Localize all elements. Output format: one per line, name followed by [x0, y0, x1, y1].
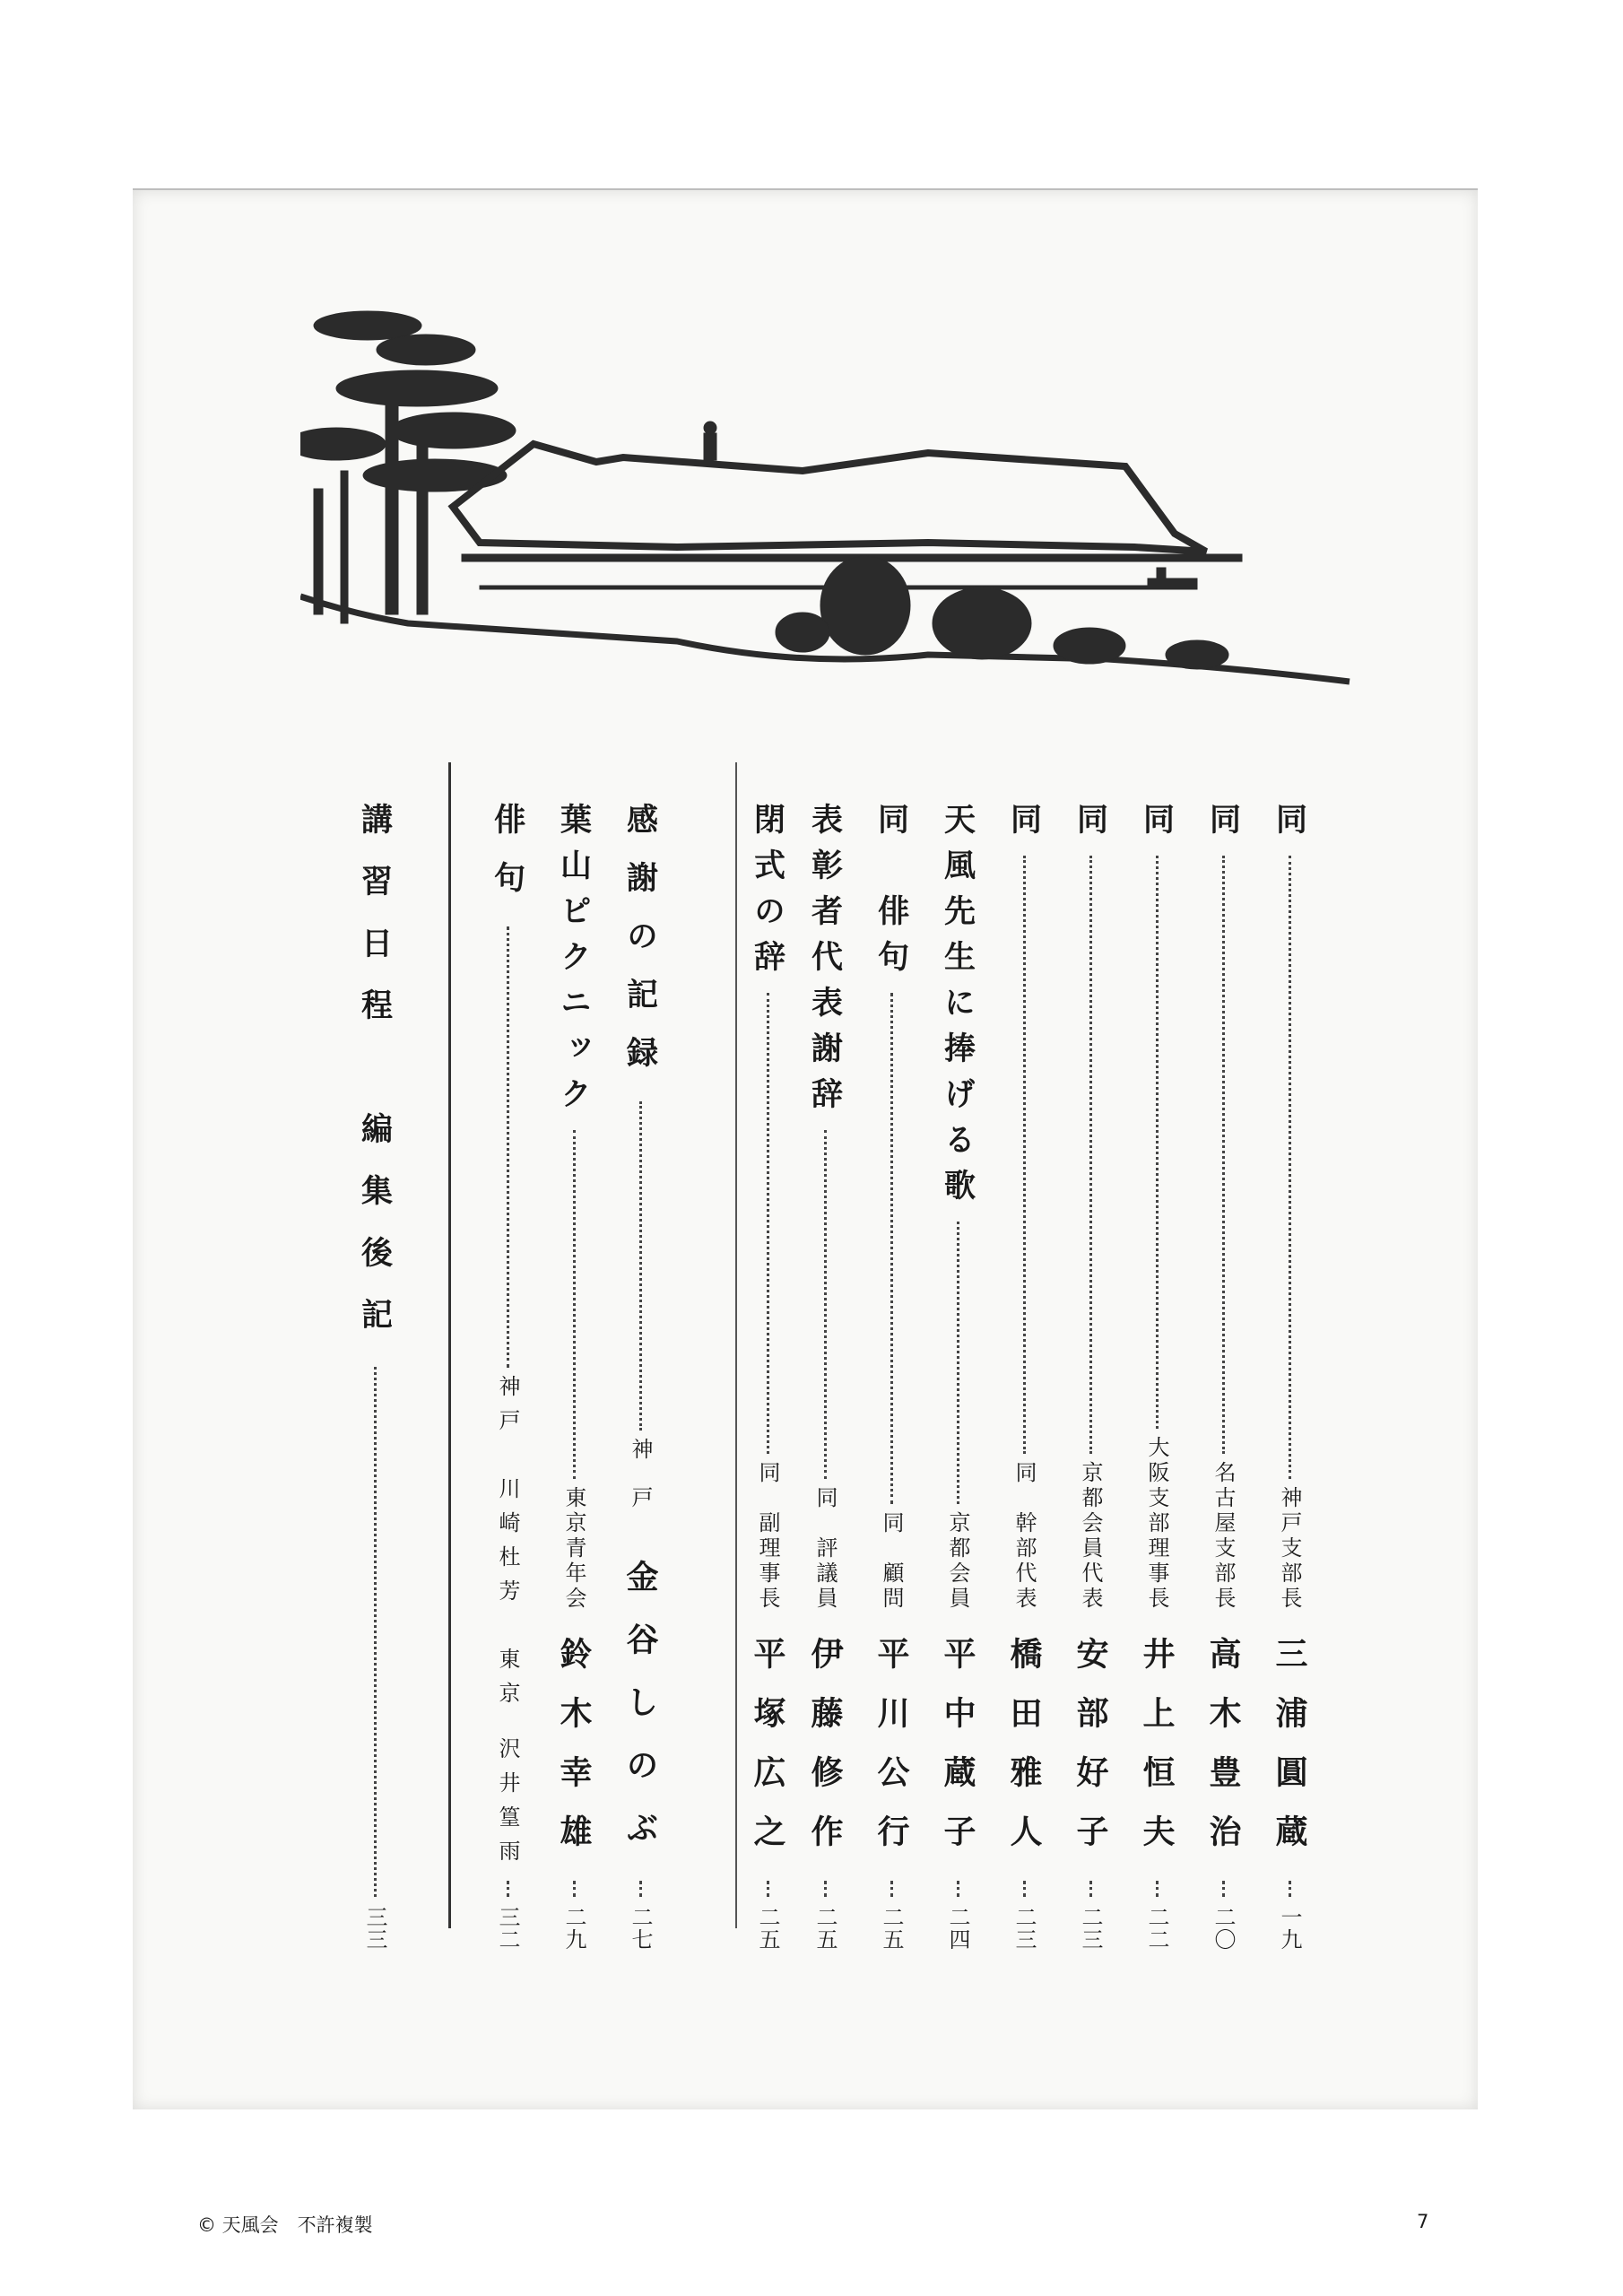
dot-leader [824, 1881, 827, 1897]
toc-role: 京都会員 [945, 1511, 970, 1612]
dot-leader [1222, 1881, 1225, 1897]
copyright-notice: © 天風会 不許複製 [197, 2214, 373, 2236]
toc-entry [484, 803, 531, 1951]
dot-leader [890, 1881, 893, 1897]
dot-leader [1023, 856, 1026, 1454]
toc-role: 同 副理事長 [755, 1461, 780, 1612]
dot-leader [639, 1101, 642, 1431]
toc-author: 井上恒夫 [1138, 1637, 1176, 1874]
column-divider [735, 762, 737, 1928]
dot-leader [507, 926, 509, 1368]
dot-leader [767, 1881, 769, 1897]
toc-title: 講習日程 編集後記 [356, 803, 394, 1360]
dot-leader [507, 1881, 509, 1897]
toc-page: 二〇 [1211, 1906, 1236, 1951]
toc-role: 名古屋支部長 [1211, 1461, 1236, 1612]
dot-leader [573, 1881, 576, 1897]
toc-role: 同 評議員 [812, 1486, 838, 1612]
toc-page: 二三 [1011, 1906, 1037, 1951]
dot-leader [573, 1130, 576, 1479]
toc-page: 二七 [628, 1906, 653, 1951]
dot-leader [1289, 1881, 1291, 1897]
toc-title: 表彰者代表謝辞 [806, 803, 844, 1123]
dot-leader [1089, 1881, 1092, 1897]
column-divider [448, 762, 451, 1928]
toc-page: 二三 [1078, 1906, 1103, 1951]
toc-title: 同 [1005, 803, 1043, 848]
toc-title: 同 [1271, 803, 1308, 848]
toc-author: 橋田雅人 [1005, 1637, 1043, 1874]
toc-entry [352, 803, 398, 1951]
toc-entry [1133, 803, 1180, 1951]
toc-entry [868, 803, 915, 1951]
toc-entry [934, 803, 981, 1951]
toc-entry [1067, 803, 1114, 1951]
toc-author: 安部好子 [1072, 1637, 1109, 1874]
toc-title: 感謝の記録 [621, 803, 659, 1094]
toc-entry [1200, 803, 1246, 1951]
dot-leader [1023, 1881, 1026, 1897]
toc-title: 同 [1138, 803, 1176, 848]
toc-role: 神戸 川崎杜芳 東京 [495, 1375, 520, 1716]
dot-leader [374, 1367, 377, 1897]
dot-leader [639, 1881, 642, 1897]
toc-role: 同 幹部代表 [1011, 1461, 1037, 1612]
toc-author: 鈴木幸雄 [555, 1637, 593, 1874]
toc-title: 天風先生に捧げる歌 [939, 803, 976, 1214]
toc-author: 三浦圓蔵 [1271, 1637, 1308, 1874]
toc-author: 沢井篁雨 [495, 1737, 520, 1874]
toc-page: 一九 [1277, 1906, 1302, 1951]
toc-author: 平中蔵子 [939, 1637, 976, 1874]
dot-leader [957, 1881, 959, 1897]
dot-leader [957, 1222, 959, 1504]
dot-leader [1289, 856, 1291, 1479]
toc-page: 二四 [945, 1906, 970, 1951]
toc-page: 二九 [561, 1906, 586, 1951]
toc-entry [551, 803, 597, 1951]
toc-title: 同 [1072, 803, 1109, 848]
page-number: 7 [1417, 2211, 1429, 2232]
toc-title: 俳句 [489, 803, 526, 919]
dot-leader [1222, 856, 1225, 1454]
toc-title: 同 俳句 [872, 803, 910, 986]
toc-author: 金谷しのぶ [621, 1560, 659, 1874]
dot-leader [767, 993, 769, 1454]
toc-page: 二五 [755, 1906, 780, 1951]
toc-author: 伊藤修作 [806, 1637, 844, 1874]
toc-entry [617, 803, 664, 1951]
toc-entry [744, 803, 791, 1951]
toc-role: 東京青年会 [561, 1486, 586, 1612]
toc-author: 平塚広之 [749, 1637, 786, 1874]
toc-author: 高木豊治 [1204, 1637, 1242, 1874]
toc-title: 閉式の辞 [749, 803, 786, 986]
toc-page: 二五 [812, 1906, 838, 1951]
toc-role: 神戸支部長 [1277, 1486, 1302, 1612]
toc-role: 同 顧問 [879, 1511, 904, 1612]
toc-author: 平川公行 [872, 1637, 910, 1874]
dot-leader [824, 1130, 827, 1479]
dot-leader [1089, 856, 1092, 1454]
dot-leader [890, 993, 893, 1504]
scan-edge-line [133, 188, 1478, 190]
toc-role: 京都会員代表 [1078, 1461, 1103, 1612]
toc-page: 二五 [879, 1906, 904, 1951]
toc-entry [802, 803, 848, 1951]
toc-role: 大阪支部理事長 [1144, 1436, 1169, 1612]
toc-page: 二二 [1144, 1906, 1169, 1951]
toc-title: 葉山ピクニック [555, 803, 593, 1123]
toc-role: 神戸 [628, 1438, 653, 1535]
toc-entry [1001, 803, 1047, 1951]
toc-page: 三二 [495, 1906, 520, 1951]
landscape-woodblock-illustration [300, 300, 1354, 695]
dot-leader [1156, 856, 1159, 1429]
toc-page: 三三 [362, 1906, 387, 1951]
dot-leader [1156, 1881, 1159, 1897]
toc-entry [1266, 803, 1313, 1951]
toc-title: 同 [1204, 803, 1242, 848]
